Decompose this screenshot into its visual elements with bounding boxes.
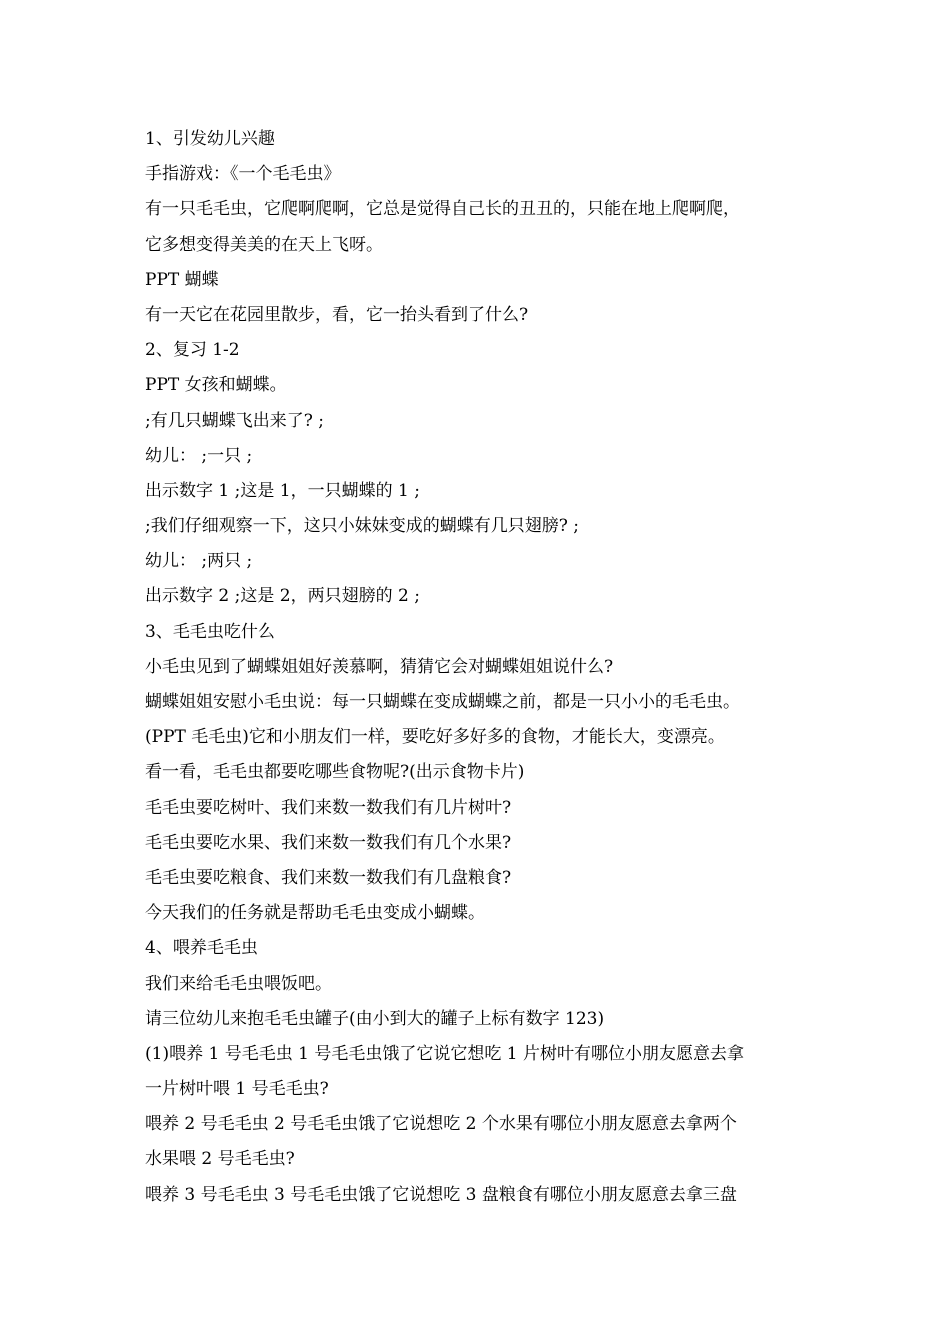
paragraph-line: ;有几只蝴蝶飞出来了? ; <box>145 410 324 431</box>
paragraph-line: 有一只毛毛虫，它爬啊爬啊，它总是觉得自己长的丑丑的，只能在地上爬啊爬， <box>145 199 740 220</box>
paragraph-line: ;我们仔细观察一下，这只小妹妹变成的蝴蝶有几只翅膀? ; <box>145 516 579 537</box>
section-heading-3: 3、毛毛虫吃什么 <box>145 621 275 642</box>
paragraph-line: 小毛虫见到了蝴蝶姐姐好羡慕啊，猜猜它会对蝴蝶姐姐说什么? <box>145 656 614 677</box>
section-heading-4: 4、喂养毛毛虫 <box>145 938 258 959</box>
paragraph-line: 喂养 3 号毛毛虫 3 号毛毛虫饿了它说想吃 3 盘粮食有哪位小朋友愿意去拿三盘 <box>145 1184 737 1205</box>
paragraph-line: 出示数字 1 ;这是 1，一只蝴蝶的 1 ; <box>145 480 420 501</box>
paragraph-line: 我们来给毛毛虫喂饭吧。 <box>145 973 332 994</box>
document-body <box>145 122 825 1213</box>
paragraph-line: 喂养 2 号毛毛虫 2 号毛毛虫饿了它说想吃 2 个水果有哪位小朋友愿意去拿两个 <box>145 1114 737 1135</box>
paragraph-line: 毛毛虫要吃树叶、我们来数一数我们有几片树叶? <box>145 797 512 818</box>
paragraph-line: 水果喂 2 号毛毛虫? <box>145 1149 295 1170</box>
paragraph-line: 请三位幼儿来抱毛毛虫罐子(由小到大的罐子上标有数字 123) <box>145 1008 605 1029</box>
paragraph-line: (1)喂养 1 号毛毛虫 1 号毛毛虫饿了它说它想吃 1 片树叶有哪位小朋友愿意去拿 <box>145 1043 744 1064</box>
paragraph-line: 手指游戏：《一个毛毛虫》 <box>145 164 341 185</box>
paragraph-line: PPT 蝴蝶 <box>145 269 219 290</box>
paragraph-line: 幼儿： ;一只 ; <box>145 445 253 466</box>
paragraph-line: 今天我们的任务就是帮助毛毛虫变成小蝴蝶。 <box>145 903 485 924</box>
paragraph-line: 它多想变得美美的在天上飞呀。 <box>145 234 383 255</box>
paragraph-line: 看一看，毛毛虫都要吃哪些食物呢?(出示食物卡片) <box>145 762 525 783</box>
paragraph-line: 一片树叶喂 1 号毛毛虫? <box>145 1079 329 1100</box>
paragraph-line: (PPT 毛毛虫)它和小朋友们一样，要吃好多好多的食物，才能长大，变漂亮。 <box>145 727 725 748</box>
section-heading-1: 1、引发幼儿兴趣 <box>145 129 275 149</box>
paragraph-line: 蝴蝶姐姐安慰小毛虫说：每一只蝴蝶在变成蝴蝶之前，都是一只小小的毛毛虫。 <box>145 692 740 712</box>
paragraph-line: PPT 女孩和蝴蝶。 <box>145 375 287 396</box>
paragraph-line: 有一天它在花园里散步，看，它一抬头看到了什么? <box>145 304 529 325</box>
paragraph-line: 出示数字 2 ;这是 2，两只翅膀的 2 ; <box>145 586 420 607</box>
paragraph-line: 毛毛虫要吃水果、我们来数一数我们有几个水果? <box>145 832 512 853</box>
paragraph-line: 幼儿： ;两只 ; <box>145 551 253 572</box>
paragraph-line: 毛毛虫要吃粮食、我们来数一数我们有几盘粮食? <box>145 867 512 888</box>
section-heading-2: 2、复习 1-2 <box>145 340 240 361</box>
